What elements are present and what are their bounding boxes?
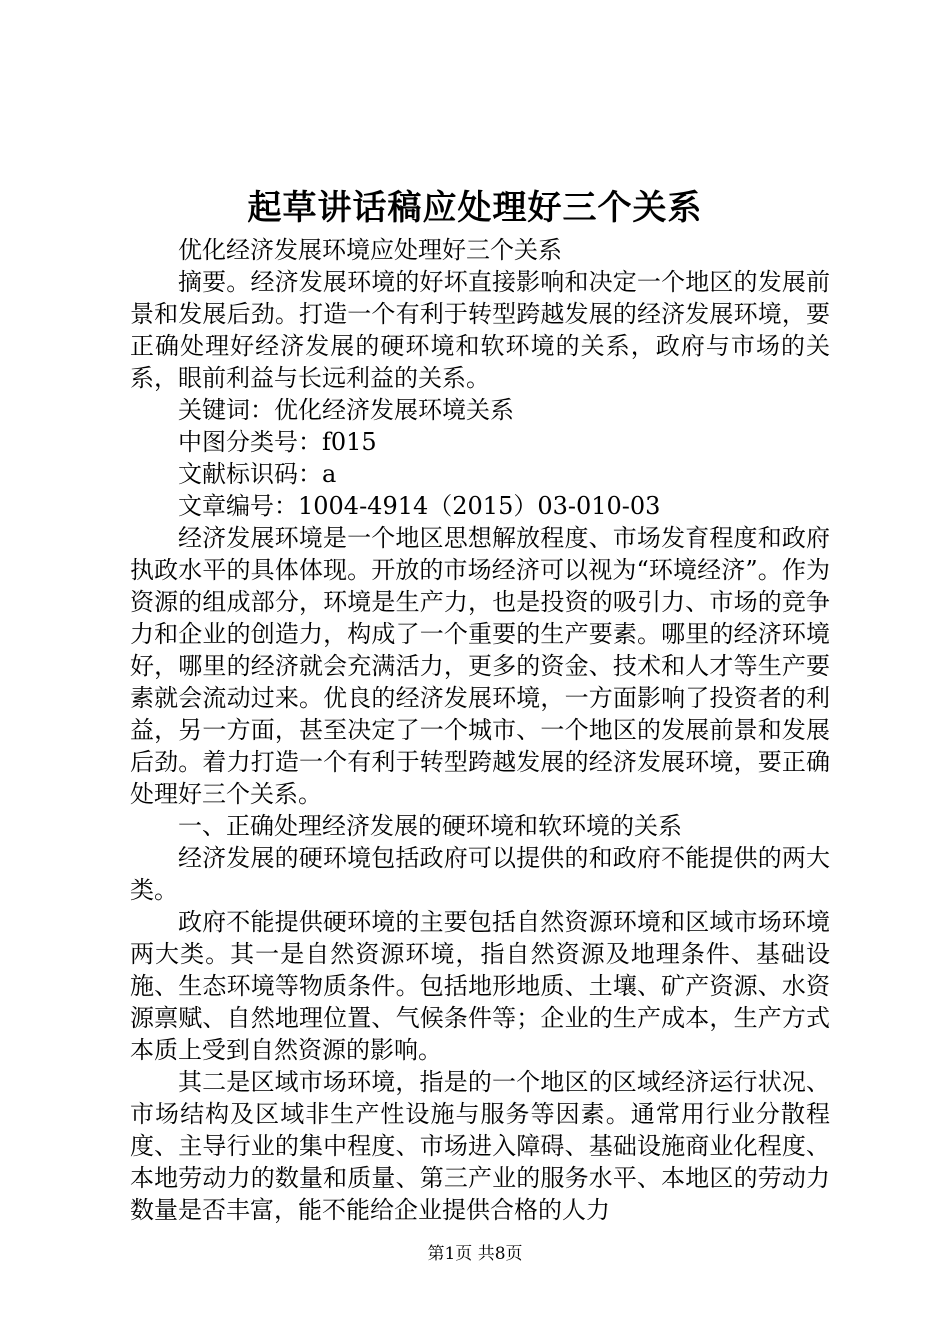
document-title: 起草讲话稿应处理好三个关系 — [247, 188, 703, 228]
body-paragraph: 政府不能提供硬环境的主要包括自然资源环境和区域市场环境两大类。其一是自然资源环境，指自然资源及地理条件、基础设施、生态环境等物质条件。包括地形地质、土壤、矿产资源、水资源禀赋、自然地理位置、气候条件等；企业的生产成本，生产方式本质上受到自然资源的影响。 — [130, 908, 830, 1064]
body-paragraph: 经济发展的硬环境包括政府可以提供的和政府不能提供的两大类。 — [130, 844, 830, 904]
section-heading-1: 一、正确处理经济发展的硬环境和软环境的关系 — [178, 812, 682, 840]
article-number-line: 文章编号：1004-4914（2015）03-010-03 — [178, 492, 661, 520]
document-body — [130, 234, 830, 1226]
body-paragraph: 其二是区域市场环境，指是的一个地区的区域经济运行状况、市场结构及区域非生产性设施与服务等因素。通常用行业分散程度、主导行业的集中程度、市场进入障碍、基础设施商业化程度、本地劳动力的数量和质量、第三产业的服务水平、本地区的劳动力数量是否丰富，能不能给企业提供合格的人力 — [130, 1068, 830, 1224]
keywords-line: 关键词：优化经济发展环境关系 — [178, 396, 514, 424]
document-code-line: 文献标识码：a — [178, 460, 337, 488]
intro-paragraph: 经济发展环境是一个地区思想解放程度、市场发育程度和政府执政水平的具体体现。开放的市场经济可以视为“环境经济”。作为资源的组成部分，环境是生产力，也是投资的吸引力、市场的竞争力和企业的创造力，构成了一个重要的生产要素。哪里的经济环境好，哪里的经济就会充满活力，更多的资金、技术和人才等生产要素就会流动过来。优良的经济发展环境，一方面影响了投资者的利益，另一方面，甚至决定了一个城市、一个地区的发展前景和发展后劲。着力打造一个有利于转型跨越发展的经济发展环境，要正确处理好三个关系。 — [130, 524, 830, 808]
abstract-paragraph: 摘要。经济发展环境的好坏直接影响和决定一个地区的发展前景和发展后劲。打造一个有利于转型跨越发展的经济发展环境，要正确处理好经济发展的硬环境和软环境的关系，政府与市场的关系，眼前利益与长远利益的关系。 — [130, 268, 830, 392]
classification-line: 中图分类号：f015 — [178, 428, 377, 456]
page-footer: 第1页 共8页 — [427, 1244, 523, 1264]
subtitle-paragraph: 优化经济发展环境应处理好三个关系 — [178, 236, 562, 264]
